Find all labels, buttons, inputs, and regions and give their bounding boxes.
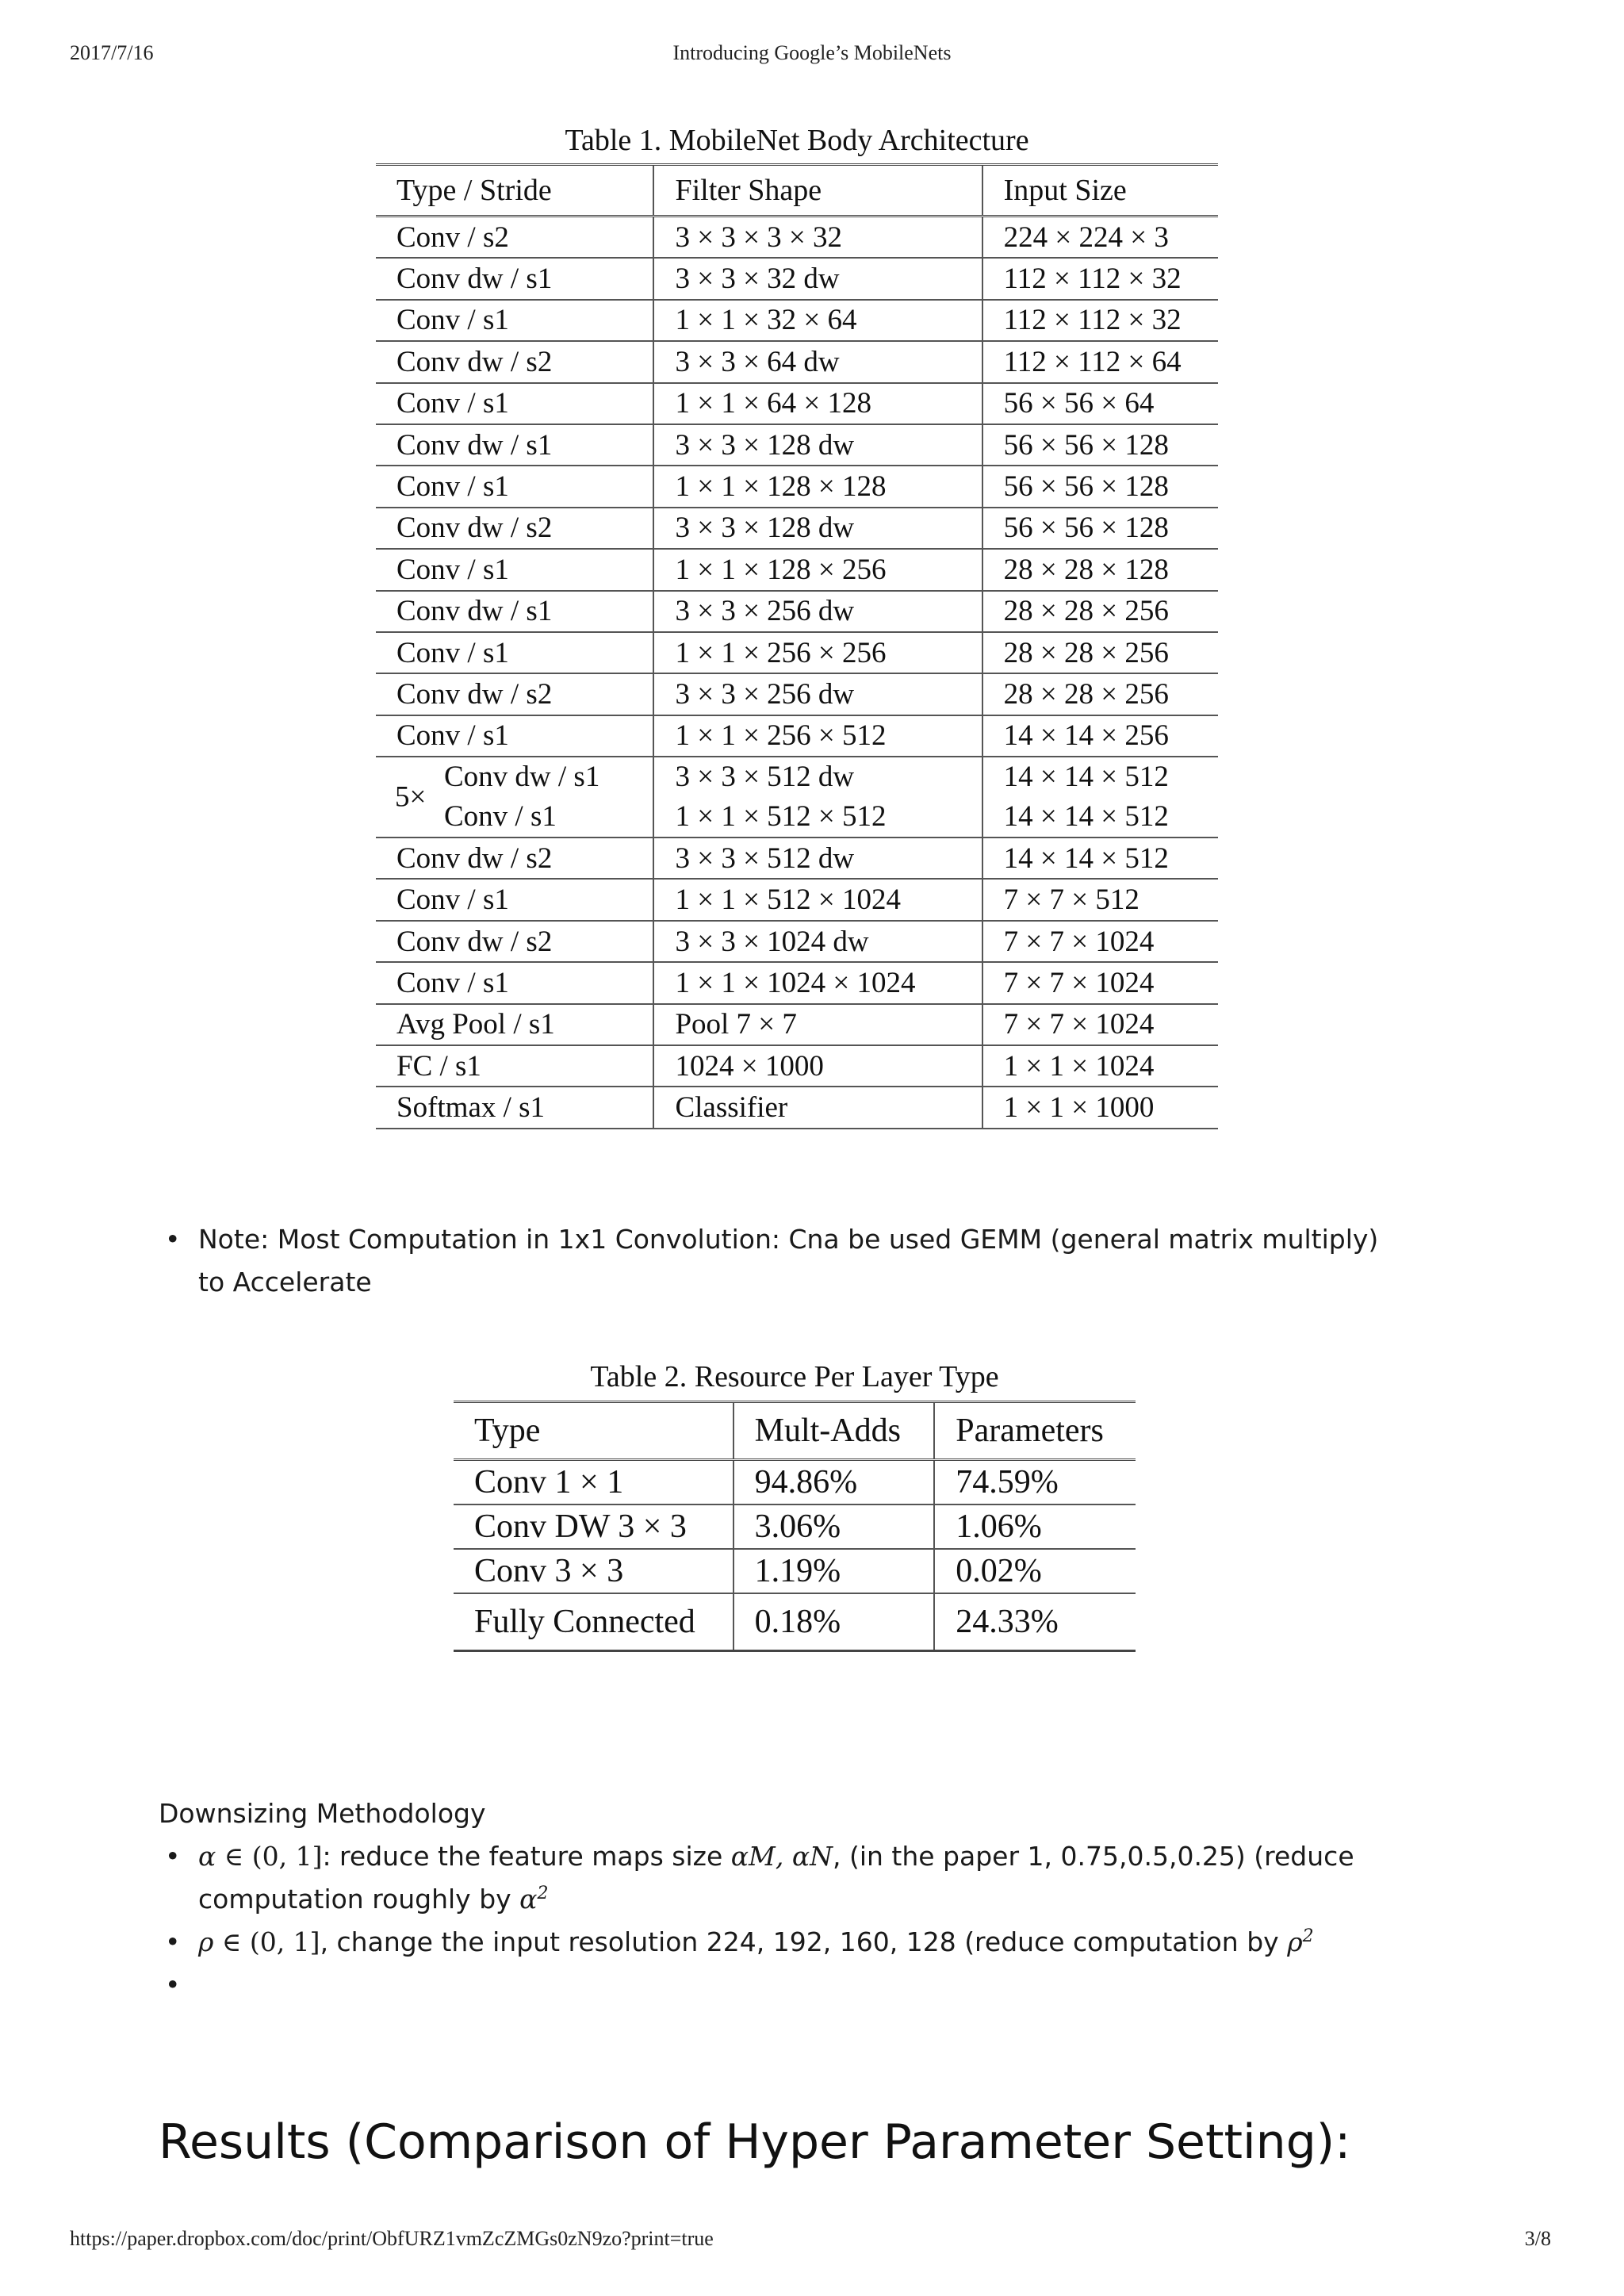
table-row <box>376 383 1218 424</box>
table-cell: Pool 7 × 7 <box>653 1004 982 1045</box>
table-cell: 3 × 3 × 128 dw <box>653 424 982 466</box>
repeat-cell-line: 14 × 14 × 512 <box>1003 761 1169 794</box>
table-cell: Conv dw / s2 <box>376 673 653 715</box>
table-cell: Conv DW 3 × 3 <box>454 1504 733 1549</box>
table-cell: 28 × 28 × 256 <box>982 591 1218 632</box>
table-header-row <box>454 1402 1136 1460</box>
table-cell: 14 × 14 × 256 <box>982 715 1218 757</box>
table-cell: 3 × 3 × 1024 dw <box>653 921 982 962</box>
table-row-repeat-block <box>376 757 1218 838</box>
alpha-feature-maps: αM, αN <box>730 1841 833 1872</box>
column-header: Parameters <box>934 1402 1136 1460</box>
table-cell: Classifier <box>653 1087 982 1128</box>
table-resource-per-layer-type <box>454 1355 1136 1652</box>
table-cell: 112 × 112 × 64 <box>982 341 1218 382</box>
alpha-symbol: α <box>198 1841 216 1872</box>
table-cell: 94.86% <box>733 1460 935 1505</box>
table-row <box>376 632 1218 673</box>
table-cell: 1.19% <box>733 1549 935 1593</box>
rho-symbol: ρ <box>198 1926 214 1957</box>
column-header: Filter Shape <box>653 165 982 217</box>
table-caption: Table 2. Resource Per Layer Type <box>590 1360 999 1393</box>
rho-squared: $\rho^2$ <box>1287 1926 1314 1957</box>
table-cell: 112 × 112 × 32 <box>982 258 1218 299</box>
table-cell: Fully Connected <box>474 1604 695 1640</box>
table-cell: Conv dw / s1 <box>376 424 653 466</box>
table-cell: Conv / s1 <box>376 879 653 920</box>
rho-text: , change the input resolution 224, 192, 160, 128 (reduce computation by <box>320 1926 1288 1957</box>
table-cell: 224 × 224 × 3 <box>982 217 1218 259</box>
table-cell: 1.06% <box>934 1504 1136 1549</box>
table-cell: 3 × 3 × 3 × 32 <box>653 217 982 259</box>
table-cell: 28 × 28 × 256 <box>982 673 1218 715</box>
resource-table <box>454 1401 1136 1652</box>
table-row <box>454 1504 1136 1549</box>
table-cell: 56 × 56 × 128 <box>982 466 1218 507</box>
bullet: • <box>165 1969 181 2000</box>
repeat-multiplier: 5× <box>395 780 427 814</box>
column-header: Mult-Adds <box>733 1402 935 1460</box>
table-row <box>376 591 1218 632</box>
table-row <box>376 258 1218 299</box>
note-list <box>159 1218 1396 1304</box>
table-cell: 3.06% <box>733 1504 935 1549</box>
table-row <box>376 466 1218 507</box>
table-cell: Conv 3 × 3 <box>454 1549 733 1593</box>
table-cell: Conv dw / s2 <box>376 838 653 879</box>
table-cell: 28 × 28 × 128 <box>982 549 1218 590</box>
table-row <box>376 838 1218 879</box>
table-row <box>376 715 1218 757</box>
list-item-empty <box>159 1964 1396 2007</box>
table-cell: 56 × 56 × 64 <box>982 383 1218 424</box>
alpha-text: : reduce the feature maps size <box>322 1841 731 1872</box>
table-row <box>376 1045 1218 1087</box>
table-cell: 28 × 28 × 256 <box>982 632 1218 673</box>
downsizing-heading: Downsizing Methodology <box>159 1798 486 1829</box>
table-cell: 7 × 7 × 1024 <box>982 1004 1218 1045</box>
table-row <box>376 508 1218 549</box>
table-row <box>376 673 1218 715</box>
repeat-layer-type: Conv dw / s1 <box>444 761 600 794</box>
architecture-table <box>376 163 1218 1129</box>
table-cell: 1024 × 1000 <box>653 1045 982 1087</box>
element-of: ∈ <box>213 1926 250 1957</box>
table-row <box>376 1004 1218 1045</box>
table-row <box>376 424 1218 466</box>
table-cell: 1 × 1 × 1000 <box>982 1087 1218 1128</box>
table-cell: Conv / s1 <box>376 632 653 673</box>
table-cell: Conv / s1 <box>376 962 653 1003</box>
interval: (0, 1] <box>251 1841 323 1872</box>
table-cell: Conv / s1 <box>376 466 653 507</box>
table-cell: 1 × 1 × 256 × 512 <box>653 715 982 757</box>
table-cell: 7 × 7 × 512 <box>982 879 1218 920</box>
table-cell: 112 × 112 × 32 <box>982 300 1218 341</box>
table-row <box>376 921 1218 962</box>
table-cell: 14 × 14 × 512 <box>982 838 1218 879</box>
table-cell: Softmax / s1 <box>376 1087 653 1128</box>
table-cell: Conv dw / s2 <box>376 341 653 382</box>
alpha-text-2: , (in the paper 1, 0.75,0.5,0.25) (reduce computation roughly by <box>198 1841 1354 1915</box>
table-cell: FC / s1 <box>376 1045 653 1087</box>
table-cell: Conv / s1 <box>376 549 653 590</box>
table-cell: 1 × 1 × 64 × 128 <box>653 383 982 424</box>
table-row <box>376 1087 1218 1128</box>
page-number: 3/8 <box>1524 2227 1551 2250</box>
table-cell: Conv / s2 <box>376 217 653 259</box>
table-cell: Conv / s1 <box>376 715 653 757</box>
results-heading: Results (Comparison of Hyper Parameter Setting): <box>159 2114 1351 2170</box>
table-row <box>376 549 1218 590</box>
table-cell: 24.33% <box>934 1593 1136 1651</box>
footer-url: https://paper.dropbox.com/doc/print/ObfURZ1vmZcZMGs0zN9zo?print=true <box>70 2227 714 2250</box>
repeat-cell-line: 1 × 1 × 512 × 512 <box>675 800 887 834</box>
table-cell: 7 × 7 × 1024 <box>982 921 1218 962</box>
bullet: • <box>165 1926 181 1957</box>
table-row <box>376 879 1218 920</box>
table-row <box>376 300 1218 341</box>
table-row <box>454 1460 1136 1505</box>
table-cell: Conv / s1 <box>376 300 653 341</box>
alpha-squared: $\alpha^2$ <box>519 1884 549 1915</box>
table-cell: 0.18% <box>733 1593 935 1651</box>
table-cell: 0.02% <box>934 1549 1136 1593</box>
table-cell: 3 × 3 × 64 dw <box>653 341 982 382</box>
element-of: ∈ <box>216 1841 252 1872</box>
bullet: • <box>165 1224 181 1255</box>
downsizing-list <box>159 1835 1396 2007</box>
table-cell: 1 × 1 × 32 × 64 <box>653 300 982 341</box>
list-item-alpha <box>159 1835 1396 1921</box>
table-cell: 1 × 1 × 512 × 1024 <box>653 879 982 920</box>
table-cell: 1 × 1 × 1024 <box>982 1045 1218 1087</box>
table-cell <box>653 757 982 838</box>
table-cell: 3 × 3 × 128 dw <box>653 508 982 549</box>
repeat-cell-line: 3 × 3 × 512 dw <box>675 761 855 794</box>
table-mobilenet-body-architecture <box>376 119 1218 1129</box>
table-row <box>376 962 1218 1003</box>
table-cell: Conv 1 × 1 <box>454 1460 733 1505</box>
table-cell: Avg Pool / s1 <box>376 1004 653 1045</box>
table-cell: 1 × 1 × 128 × 256 <box>653 549 982 590</box>
column-header: Type <box>454 1402 733 1460</box>
bullet: • <box>165 1841 181 1872</box>
table-cell: 56 × 56 × 128 <box>982 424 1218 466</box>
repeat-cell-line: 14 × 14 × 512 <box>1003 800 1169 834</box>
table-row <box>376 217 1218 259</box>
table-row <box>454 1549 1136 1593</box>
table-cell: Conv dw / s1 <box>376 591 653 632</box>
repeat-layer-type: Conv / s1 <box>444 800 557 834</box>
table-cell: 7 × 7 × 1024 <box>982 962 1218 1003</box>
print-date: 2017/7/16 <box>70 41 154 64</box>
list-item-rho <box>159 1921 1396 1964</box>
interval: (0, 1] <box>249 1926 320 1957</box>
column-header: Type / Stride <box>376 165 653 217</box>
table-row <box>376 341 1218 382</box>
table-cell: Conv dw / s2 <box>376 921 653 962</box>
table-row <box>454 1593 1136 1651</box>
table-cell: Conv / s1 <box>376 383 653 424</box>
table-cell: Conv dw / s2 <box>376 508 653 549</box>
table-header-row <box>376 165 1218 217</box>
table-cell: 1 × 1 × 256 × 256 <box>653 632 982 673</box>
table-cell: 74.59% <box>934 1460 1136 1505</box>
table-cell: 3 × 3 × 512 dw <box>653 838 982 879</box>
table-cell: 1 × 1 × 128 × 128 <box>653 466 982 507</box>
column-header: Input Size <box>982 165 1218 217</box>
document-title: Introducing Google’s MobileNets <box>672 41 952 64</box>
table-cell <box>982 757 1218 838</box>
table-cell: Conv dw / s1 <box>376 258 653 299</box>
table-cell: 3 × 3 × 256 dw <box>653 591 982 632</box>
note-text: Note: Most Computation in 1x1 Convolution: Cna be used GEMM (general matrix multiply) to Accelerate <box>198 1224 1379 1297</box>
table-cell: 1 × 1 × 1024 × 1024 <box>653 962 982 1003</box>
list-item <box>159 1218 1396 1304</box>
table-cell <box>376 757 653 838</box>
table-cell: 3 × 3 × 32 dw <box>653 258 982 299</box>
table-caption: Table 1. MobileNet Body Architecture <box>565 124 1029 157</box>
table-cell: 56 × 56 × 128 <box>982 508 1218 549</box>
table-cell: 3 × 3 × 256 dw <box>653 673 982 715</box>
